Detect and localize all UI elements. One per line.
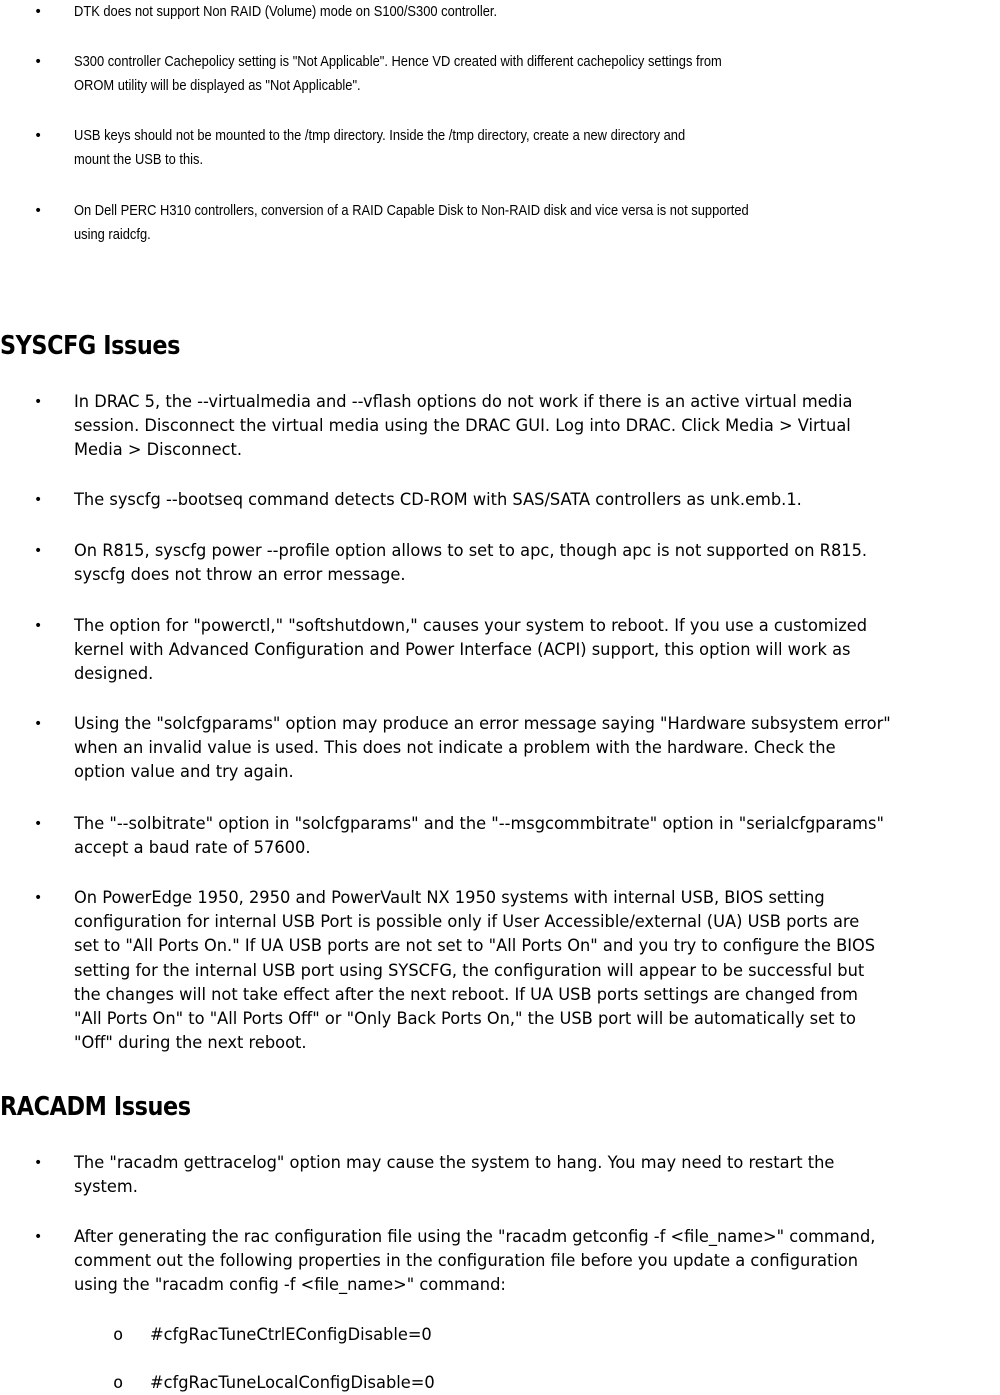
section-heading-syscfg: SYSCFG Issues xyxy=(0,331,180,361)
bullet-icon: • xyxy=(34,890,43,906)
list-item-text: The syscfg --bootseq command detects CD-ROM with SAS/SATA controllers as unk.emb.1. xyxy=(74,490,802,510)
list-item-text: USB keys should not be mounted to the /tmp directory. Inside the /tmp directory, create a new directory and mount the USB to this. xyxy=(74,127,686,168)
bullet-icon: • xyxy=(34,203,43,219)
bullet-icon: • xyxy=(34,128,43,144)
bullet-icon: • xyxy=(34,1155,43,1171)
bullet-icon: • xyxy=(34,716,43,732)
bullet-icon: • xyxy=(34,4,43,20)
bullet-icon: • xyxy=(34,1229,43,1245)
circle-bullet-icon: o xyxy=(113,1325,124,1345)
list-item-text: After generating the rac configuration file using the "racadm getconfig -f <file_name>" command, comment out the following properties in the configuration file before you update a configuration using the "racadm config -f <file_name>" command: xyxy=(74,1227,876,1296)
list-item-text: On R815, syscfg power --profile option allows to set to apc, though apc is not supported on R815. syscfg does not throw an error message. xyxy=(74,541,868,586)
list-item-text: The "racadm gettracelog" option may cause the system to hang. You may need to restart the system. xyxy=(74,1153,835,1198)
bullet-icon: • xyxy=(34,543,43,559)
list-item-text: On Dell PERC H310 controllers, conversion of a RAID Capable Disk to Non-RAID disk and vice versa is not supported using raidcfg. xyxy=(74,202,749,243)
section-heading-racadm: RACADM Issues xyxy=(0,1092,191,1122)
bullet-icon: • xyxy=(34,816,43,832)
list-item-text: In DRAC 5, the --virtualmedia and --vflash options do not work if there is an active virtual media session. Disconnect the virtual media using the DRAC GUI. Log into DRAC. Click Media > Virtual Media > Disconnect. xyxy=(74,392,853,461)
bullet-icon: • xyxy=(34,618,43,634)
circle-bullet-icon: o xyxy=(113,1373,124,1393)
list-item-text: On PowerEdge 1950, 2950 and PowerVault NX 1950 systems with internal USB, BIOS setting configuration for internal USB Port is possible only if User Accessible/external (UA) USB ports are set to "All Ports On." If UA USB ports are not set to "All Ports On" and you try to configure the BIOS setting for the internal USB port using SYSCFG, the configuration will appear to be successful but the changes will not take effect after the next reboot. If UA USB ports settings are changed from "All Ports On" to "All Ports Off" or "Only Back Ports On," the USB port will be automatically set to "Off" during the next reboot. xyxy=(74,888,876,1054)
list-item-text: S300 controller Cachepolicy setting is "Not Applicable". Hence VD created with different cachepolicy settings from OROM utility will be displayed as "Not Applicable". xyxy=(74,53,722,94)
list-item-text: DTK does not support Non RAID (Volume) mode on S100/S300 controller. xyxy=(74,3,498,20)
bullet-icon: • xyxy=(34,492,43,508)
list-item-text: Using the "solcfgparams" option may produce an error message saying "Hardware subsystem error" when an invalid value is used. This does not indicate a problem with the hardware. Check the option value and try again. xyxy=(74,714,891,783)
sub-list-item-text: #cfgRacTuneCtrlEConfigDisable=0 xyxy=(150,1325,432,1345)
sub-list-item-text: #cfgRacTuneLocalConfigDisable=0 xyxy=(150,1373,435,1393)
list-item-text: The option for "powerctl," "softshutdown," causes your system to reboot. If you use a customized kernel with Advanced Configuration and Power Interface (ACPI) support, this option will work as designed. xyxy=(74,616,868,685)
bullet-icon: • xyxy=(34,394,43,410)
bullet-icon: • xyxy=(34,54,43,70)
list-item-text: The "--solbitrate" option in "solcfgparams" and the "--msgcommbitrate" option in "serialcfgparams" accept a baud rate of 57600. xyxy=(74,814,884,859)
